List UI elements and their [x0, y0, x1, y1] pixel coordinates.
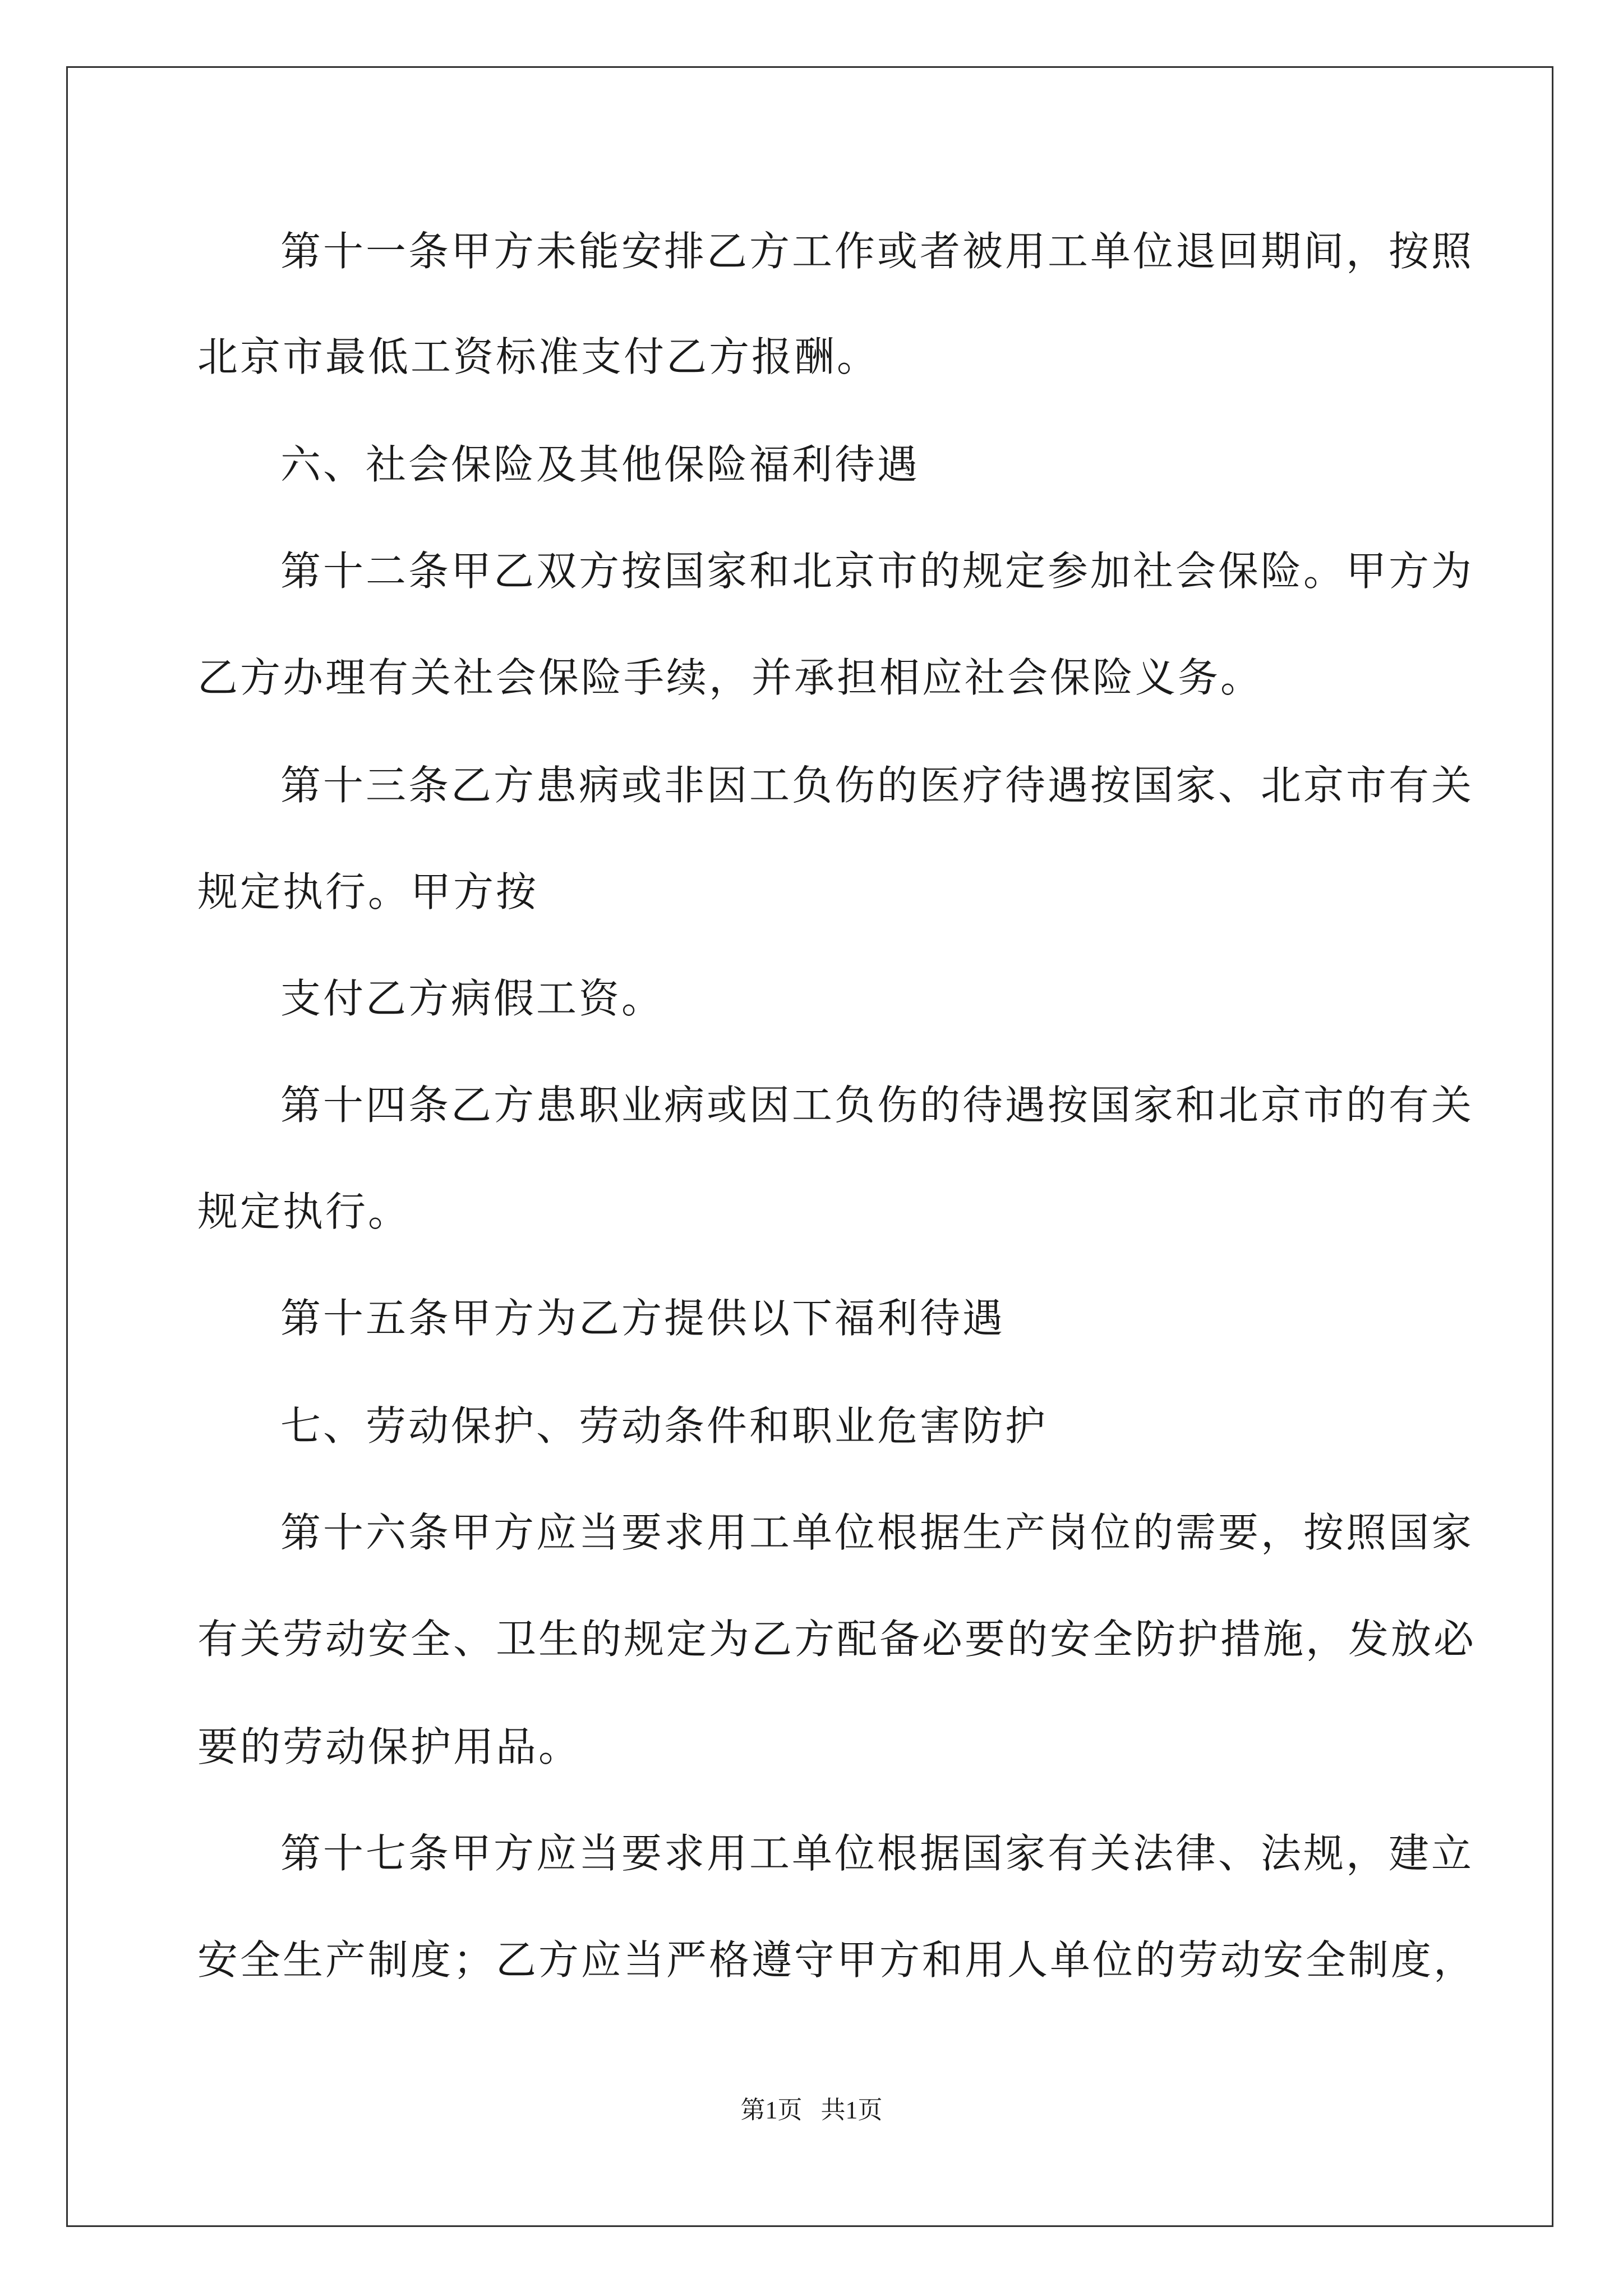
footer-separator — [803, 2096, 821, 2124]
paragraph-article-11-line-1: 第十一条甲方未能安排乙方工作或者被用工单位退回期间，按照 — [280, 228, 1474, 275]
page-border — [66, 66, 1553, 2227]
paragraph-article-14-line-1: 第十四条乙方患职业病或因工负伤的待遇按国家和北京市的有关 — [280, 1082, 1474, 1129]
page-footer — [0, 2093, 1623, 2127]
page-number: 第1页 — [740, 2096, 803, 2124]
paragraph-article-16-line-1: 第十六条甲方应当要求用工单位根据生产岗位的需要，按照国家 — [280, 1509, 1474, 1556]
section-heading-social-insurance: 六、社会保险及其他保险福利待遇 — [280, 441, 920, 488]
paragraph-article-17-line-1: 第十七条甲方应当要求用工单位根据国家有关法律、法规，建立 — [280, 1830, 1474, 1877]
page-total: 共1页 — [820, 2096, 883, 2124]
paragraph-article-17-line-2: 安全生产制度；乙方应当严格遵守甲方和用人单位的劳动安全制度， — [197, 1936, 1477, 1984]
paragraph-sick-pay: 支付乙方病假工资。 — [280, 975, 665, 1022]
paragraph-article-13-line-2: 规定执行。甲方按 — [197, 868, 539, 915]
paragraph-article-16-line-3: 要的劳动保护用品。 — [197, 1723, 582, 1770]
section-heading-labor-protection: 七、劳动保护、劳动条件和职业危害防护 — [280, 1402, 1048, 1450]
paragraph-article-15: 第十五条甲方为乙方提供以下福利待遇 — [280, 1295, 1006, 1342]
paragraph-article-14-line-2: 规定执行。 — [197, 1188, 411, 1235]
paragraph-article-12-line-2: 乙方办理有关社会保险手续，并承担相应社会保险义务。 — [197, 654, 1264, 701]
paragraph-article-12-line-1: 第十二条甲乙双方按国家和北京市的规定参加社会保险。甲方为 — [280, 547, 1474, 595]
paragraph-article-13-line-1: 第十三条乙方患病或非因工负伤的医疗待遇按国家、北京市有关 — [280, 762, 1474, 809]
paragraph-article-16-line-2: 有关劳动安全、卫生的规定为乙方配备必要的安全防护措施，发放必 — [197, 1616, 1477, 1663]
paragraph-article-11-line-2: 北京市最低工资标准支付乙方报酬。 — [197, 333, 880, 380]
